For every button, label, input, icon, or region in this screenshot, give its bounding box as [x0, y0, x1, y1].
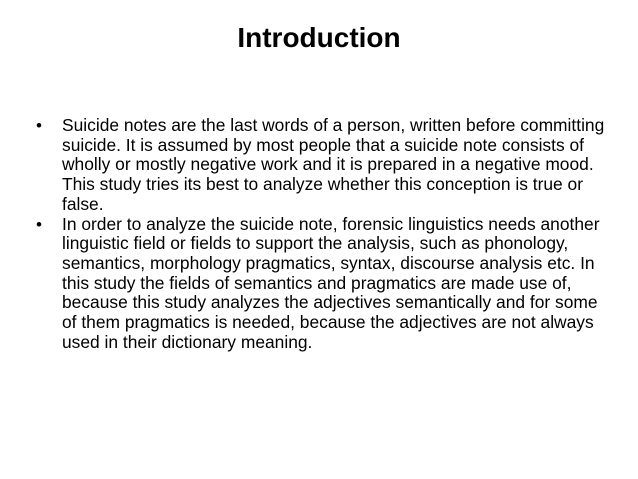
bullet-text: Suicide notes are the last words of a person, written before committing suicide. It is assumed by most people that a suicide note consists of wholly or mostly negative work and it is prepared in a negative mood. This study tries its best to analyze whether this conception is true or false. — [62, 115, 605, 214]
bullet-text: In order to analyze the suicide note, forensic linguistics needs another linguistic field or fields to support the analysis, such as phonology, semantics, morphology pragmatics, syntax, discourse analysis etc. In this study the fields of semantics and pragmatics are made use of, because this study analyzes the adjectives semantically and for some of them pragmatics is needed, because the adjectives are not always used in their dictionary meaning. — [62, 213, 600, 352]
bullet-item — [36, 116, 606, 215]
bullet-marker-icon: • — [36, 116, 42, 135]
slide-title: Introduction — [237, 22, 401, 53]
bullet-item — [36, 215, 606, 353]
bullet-marker-icon: • — [36, 214, 42, 234]
bullet-list — [36, 116, 606, 352]
